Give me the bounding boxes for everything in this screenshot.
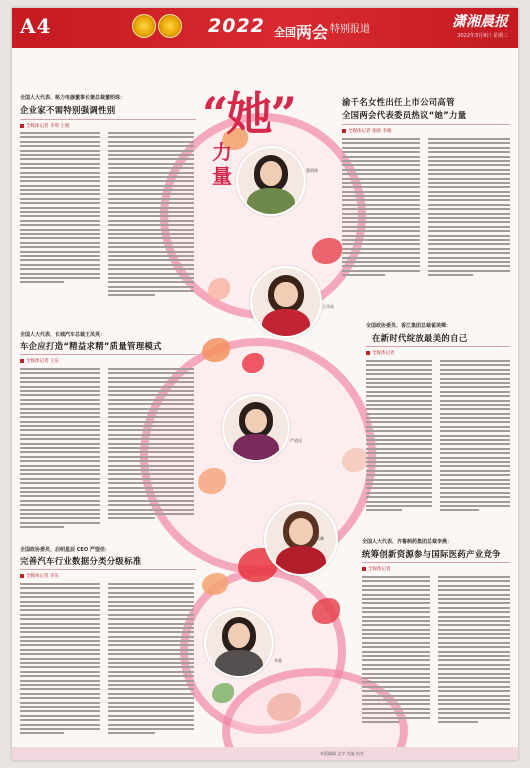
portrait-caption: 王凤英 [322, 304, 334, 309]
divider [366, 346, 510, 347]
article-byline: 全媒体记者 李乐 [20, 573, 59, 579]
article-title: 统筹创新资源参与国际医药产业竞争 [362, 549, 501, 559]
portrait-photo [264, 502, 338, 576]
article-byline: 全媒体记者 [366, 350, 395, 356]
portrait-photo [204, 608, 274, 678]
article-byline: 全媒体记者 张晓 李晓 [342, 128, 391, 134]
page-number: A4 [20, 14, 52, 38]
header-year: 2022 [208, 15, 265, 37]
article-body [108, 583, 194, 737]
portrait-photo [222, 394, 290, 462]
portrait-photo [236, 146, 306, 216]
article-kicker: 全国人大代表、长城汽车总裁王凤英： [20, 332, 106, 338]
article-body [366, 360, 432, 514]
portrait-photo [250, 266, 322, 338]
divider [362, 562, 510, 563]
article-byline: 全媒体记者 王乐 [20, 358, 59, 364]
portrait-caption: 翟美卿 [312, 536, 324, 541]
portrait-caption: 董明珠 [306, 168, 318, 173]
header-event: 全国两会 [274, 23, 329, 42]
article-title: 车企应打造“精益求精”质量管理模式 [20, 341, 162, 351]
article-subtitle: 全国两会代表委员热议“她”力量 [342, 110, 467, 120]
article-body [362, 576, 430, 725]
portrait-caption: 严望佳 [290, 438, 302, 443]
article-title: 渝千名女性出任上市公司高管 [342, 97, 455, 107]
header-date: 2022年3月9日 星期三 [457, 33, 508, 39]
article-body [108, 132, 194, 299]
party-emblem-icon [158, 14, 182, 38]
page-footer [12, 747, 518, 760]
article-kicker: 全国政协委员、香江集团总裁翟美卿： [366, 323, 452, 329]
article-byline: 全媒体记者 李琪 王晓 [20, 123, 69, 129]
masthead: 潇湘晨报 [452, 14, 508, 30]
article-body [108, 368, 194, 522]
national-emblem-icon [132, 14, 156, 38]
divider [20, 569, 196, 570]
feature-title-she: “她” [202, 87, 295, 141]
divider [20, 354, 196, 355]
header-special: 特别报道 [330, 24, 370, 35]
divider [342, 124, 510, 125]
footer-credits: 本版编辑 文字 美编 校对 [320, 751, 364, 756]
article-body [440, 360, 510, 514]
article-kicker: 全国政协委员、启明星辰 CEO 严望佳： [20, 547, 110, 553]
article-body [438, 576, 510, 725]
article-byline: 全媒体记者 [362, 566, 391, 572]
feature-title-power: 力量 [212, 140, 232, 188]
article-kicker: 全国人大代表、齐鲁制药集团总裁李燕： [362, 539, 453, 545]
divider [20, 119, 196, 120]
article-body [20, 368, 100, 530]
article-body [20, 583, 100, 737]
article-title: 企业家不需特别强调性别 [20, 105, 116, 115]
article-body [342, 138, 420, 279]
page-header [12, 8, 518, 48]
portrait-caption: 李燕 [274, 658, 282, 663]
article-body [428, 138, 510, 279]
article-title: 完善汽车行业数据分类分级标准 [20, 556, 142, 566]
article-title: 在新时代绽放最美的自己 [372, 333, 468, 343]
article-body [20, 132, 100, 286]
article-kicker: 全国人大代表、格力电器董事长兼总裁董明珠： [20, 95, 126, 101]
newspaper-page [12, 8, 518, 760]
